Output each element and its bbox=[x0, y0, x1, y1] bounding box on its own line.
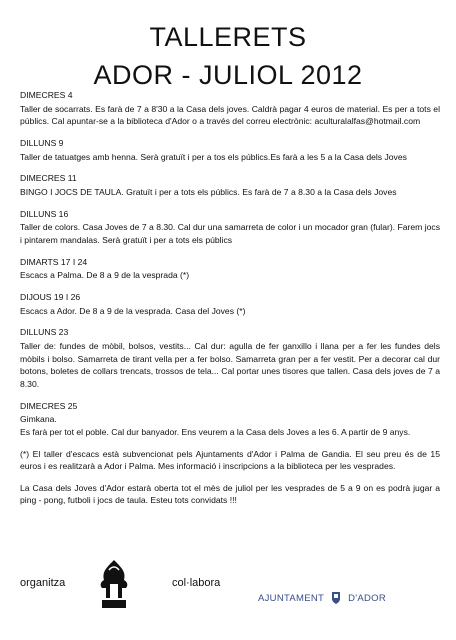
youth-house-note: La Casa dels Joves d'Ador estarà oberta tot el mès de juliol per les vesprades de 5 a 9 on es podrà jugar a ping - pong, futboli i jocs de taula. Esteu tots convidats !!! bbox=[20, 482, 440, 506]
entry-date: DILLUNS 23 bbox=[20, 327, 69, 338]
entry-description: Taller de: fundes de mòbil, bolsos, vestits... Cal dur: agulla de fer ganxillo i llana per a fer les fundes dels mòbils i bolso. Samarreta de tirant vella per a fer bolso. Samarreta gran per a fer vestit. Per a decorar cal dur botons, boletes de collars trencats, trossos de tela... Cal portar unes tisores que tallen. Casa dels joves de 7 a 8.30. bbox=[20, 341, 440, 389]
schedule-entry bbox=[20, 172, 440, 198]
entry-date: DIMECRES 11 bbox=[20, 173, 77, 184]
schedule-entry bbox=[20, 326, 440, 390]
schedule-entry bbox=[20, 291, 440, 317]
alfas-logo bbox=[96, 558, 132, 610]
schedule-entry bbox=[20, 256, 440, 282]
page-title: TALLERETS bbox=[149, 22, 307, 52]
page-subtitle: ADOR - JULIOL 2012 bbox=[93, 60, 363, 90]
entry-date: DILLUNS 9 bbox=[20, 137, 64, 148]
collabora-label: col·labora bbox=[172, 577, 221, 589]
ajuntament-label: AJUNTAMENT bbox=[258, 592, 325, 604]
entry-date: DILLUNS 16 bbox=[20, 208, 69, 219]
organitza-label: organitza bbox=[20, 577, 66, 589]
entry-date: DIMECRES 25 bbox=[20, 400, 78, 411]
ajuntament-logo bbox=[258, 591, 386, 605]
entry-description: Taller de colors. Casa Joves de 7 a 8.30. Cal dur una samarreta de color i un mocador gran (fular). Farem jocs i pintarem mandalas. Serà gratuït i per a tots els públics bbox=[20, 222, 440, 245]
schedule-entry bbox=[20, 208, 440, 247]
entry-date: DIJOUS 19 I 26 bbox=[20, 292, 81, 303]
schedule-entry bbox=[20, 89, 440, 128]
entry-description: Gimkana. Es farà per tot el poble. Cal dur banyador. Ens veurem a la Casa dels Joves a les 6. A partir de 9 anys. bbox=[20, 414, 411, 437]
schedule-content bbox=[20, 89, 440, 516]
entry-description: Escacs a Palma. De 8 a 9 de la vesprada (*) bbox=[20, 270, 190, 281]
entry-description: Taller de tatuatges amb henna. Serà gratuït i per a tos els públics.Es farà a les 5 a la Casa dels Joves bbox=[20, 151, 407, 162]
entry-date: DIMECRES 4 bbox=[20, 90, 73, 100]
coat-of-arms-icon bbox=[331, 591, 341, 605]
schedule-entry bbox=[20, 400, 440, 439]
chess-note: (*) El taller d'escacs està subvencionat pels Ajuntaments d'Ador i Palma de Gandia. El seu preu és de 15 euros i es realitzarà a Ador i Palma. Mes informació i inscripcions a la biblioteca per les vesprades. bbox=[20, 448, 440, 472]
ador-label: D'ADOR bbox=[348, 592, 386, 604]
entry-date: DIMARTS 17 I 24 bbox=[20, 256, 88, 267]
entry-description: Taller de socarrats. Es farà de 7 a 8'30 a la Casa dels joves. Caldrà pagar 4 euros de material. Es per a tots el públics. Cal apuntar-se a la biblioteca d'Ador o a través del correu electrònic: aculturalalfas@hotmail.com bbox=[20, 103, 440, 127]
schedule-entry bbox=[20, 137, 440, 163]
entry-description: BINGO I JOCS DE TAULA. Gratuït i per a tots els públics. Es farà de 7 a 8.30 a la Casa dels Joves bbox=[20, 186, 397, 197]
entry-description: Escacs a Ador. De 8 a 9 de la vesprada. Casa del Joves (*) bbox=[20, 305, 246, 316]
